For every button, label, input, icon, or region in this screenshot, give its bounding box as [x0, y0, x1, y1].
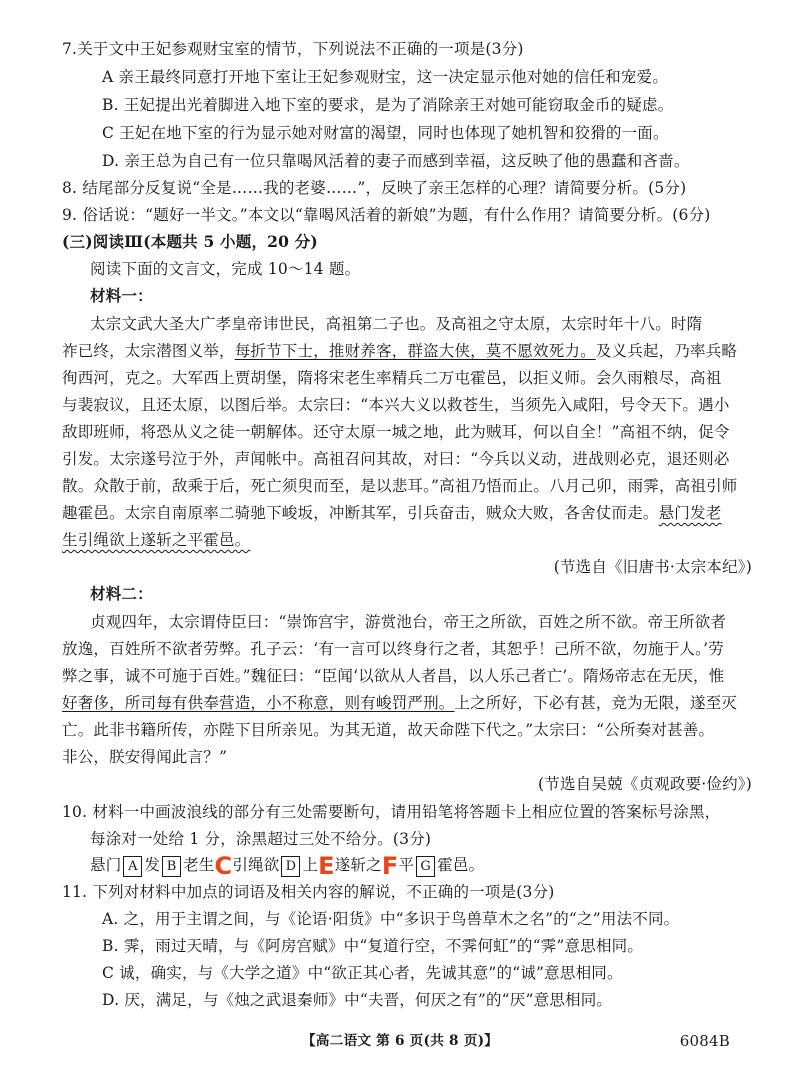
q11-option-d: D. 厌，满足，与《烛之武退秦师》中“夫晋，何厌之有”的“厌”意思相同。: [102, 991, 613, 1009]
material1-text: 及义兵起，乃率兵略: [595, 342, 738, 360]
material1-wavy-text: 悬门发老: [658, 504, 722, 522]
material2-line: [62, 692, 737, 714]
q10-text: 引绳欲: [232, 856, 280, 874]
q10-text: 老生: [183, 856, 215, 874]
q10-text: 上: [302, 856, 319, 874]
handwritten-mark-e: E: [318, 852, 335, 880]
material1-line: 散。众散于前，敌乘于后，死亡须臾而至，是以悲耳。”高祖乃悟而止。八月己卯，雨霁，高祖引师: [62, 477, 738, 495]
material2-line: 亡。此非书籍所传，亦陛下目所亲见。为其无道，故天命陛下代之。”太宗曰：“公所奏对甚善。: [62, 721, 715, 739]
material1-source: (节选自《旧唐书·太宗本纪》): [553, 558, 752, 576]
material2-line: 非公，朕安得闻此言？”: [62, 748, 228, 766]
exam-code: 6084B: [679, 1032, 730, 1050]
material2-line: 弊之事，诚不可施于百姓。”魏征曰：“臣闻‘以欲从人者昌，以人乐己者亡’。隋炀帝志在无厌，惟: [62, 667, 725, 685]
material2-source: (节选自吴兢《贞观政要·俭约》): [538, 775, 752, 793]
q10-answer-line: [90, 852, 485, 880]
material2-text: 上之所好，下必有甚，竞为无限，遂至灭: [454, 694, 738, 712]
q7-option-a: A 亲王最终同意打开地下室让王妃参观财宝，这一决定显示他对她的信任和宠爱。: [102, 68, 669, 86]
material2-line: 放逸，百姓所不欲者劳弊。孔子云：‘有一言可以终身行之者，其恕乎！己所不欲，勿施于人。’劳: [62, 640, 724, 658]
q11-stem: 11. 下列对材料中加点的词语及相关内容的解说，不正确的一项是(3分): [62, 883, 555, 901]
material2-underlined-text: 好奢侈，所司每有供奉营造，小不称意，则有峻罚严刑。: [62, 694, 455, 712]
material1-line: 太宗文武大圣大广孝皇帝讳世民，高祖第二子也。及高祖之守太原，太宗时年十八。时隋: [90, 315, 703, 333]
material1-line: 与裴寂议，且还太原，以图后举。太宗曰：“本兴大义以救苍生，当须先入咸阳，号令天下。遇小: [62, 396, 730, 414]
material1-line: 引发。太宗遂号泣于外，声闻帐中。高祖召问其故，对曰：“今兵以义动，进战则必克，退还则必: [62, 450, 730, 468]
material1-wavy-text: 生引绳欲上遂斩之平霍邑。: [62, 531, 251, 549]
material1-line: [62, 502, 721, 524]
section3-instruction: 阅读下面的文言文，完成 10～14 题。: [90, 260, 361, 278]
section3-title: (三)阅读Ⅲ(本题共 5 小题，20 分): [62, 232, 318, 251]
material1-line: [62, 340, 737, 362]
q7-option-b: B. 王妃提出光着脚进入地下室的要求，是为了消除亲王对她可能窃取金币的疑虑。: [102, 96, 674, 114]
material1-line: [62, 529, 250, 551]
page-footer: 【高二语文 第 6 页(共 8 页)】: [301, 1033, 499, 1049]
q7-option-c: C 王妃在地下室的行为显示她对财富的渴望，同时也体现了她机智和狡猾的一面。: [102, 124, 669, 142]
material1-text: 祚已终，太宗潜图义举，: [62, 342, 235, 360]
material1-underlined-text: 每折节下士，推财养客，群盗大侠，莫不愿效死力。: [234, 342, 596, 360]
q7-stem: 7.关于文中王妃参观财宝室的情节，下列说法不正确的一项是(3分): [62, 40, 524, 58]
q8-stem: 8. 结尾部分反复说“全是……我的老婆……”，反映了亲王怎样的心理？请简要分析。(5分): [62, 179, 687, 197]
q9-stem: 9. 俗话说：“题好一半文。”本文以“靠喝风活着的新娘”为题，有什么作用？请简要分析。(6分): [62, 206, 711, 224]
answer-box-a[interactable]: A: [123, 856, 142, 877]
answer-box-b[interactable]: B: [162, 856, 181, 877]
q10-stem-continued: 每涂对一处给 1 分，涂黑超过三处不给分。(3分): [90, 830, 432, 848]
answer-box-d[interactable]: D: [281, 856, 300, 877]
q11-option-c: C 诚，确实，与《大学之道》中“欲正其心者，先诚其意”的“诚”意思相同。: [102, 964, 623, 982]
material1-label: 材料一：: [90, 286, 153, 305]
material1-line: 敌即班师，将恐从义之徒一朝解体。还守太原一城之地，此为贼耳，何以自全！”高祖不纳，促令: [62, 423, 730, 441]
q10-stem: 10. 材料一中画波浪线的部分有三处需要断句，请用铅笔将答题卡上相应位置的答案标号涂黑，: [62, 803, 721, 821]
material1-line: 徇西河，克之。大军西上贾胡堡，隋将宋老生率精兵二万屯霍邑，以拒义师。会久雨粮尽，高祖: [62, 369, 722, 387]
q10-text: 平: [398, 856, 415, 874]
material2-line: 贞观四年，太宗谓侍臣曰：“崇饰宫宇，游赏池台，帝王之所欲，百姓之所不欲。帝王所欲者: [90, 613, 727, 631]
material1-text: 趣霍邑。太宗自南原率二骑驰下峻坂，冲断其军，引兵奋击，贼众大败，各舍仗而走。: [62, 504, 659, 522]
q7-option-d: D. 亲王总为自己有一位只靠喝风活着的妻子而感到幸福，这反映了他的愚蠢和吝啬。: [102, 152, 690, 170]
q10-text: 霍邑。: [437, 856, 485, 874]
handwritten-mark-c: C: [214, 852, 233, 880]
material2-label: 材料二：: [90, 584, 153, 603]
handwritten-mark-f: F: [381, 852, 399, 880]
answer-box-g[interactable]: G: [416, 856, 435, 877]
q10-text: 悬门: [90, 856, 122, 874]
q11-option-a: A. 之，用于主谓之间，与《论语·阳货》中“多识于鸟兽草木之名”的“之”用法不同。: [102, 910, 680, 928]
q10-text: 遂斩之: [334, 856, 382, 874]
q10-text: 发: [144, 856, 161, 874]
q11-option-b: B. 霁，雨过天晴，与《阿房宫赋》中“复道行空，不霁何虹”的“霁”意思相同。: [102, 937, 644, 955]
